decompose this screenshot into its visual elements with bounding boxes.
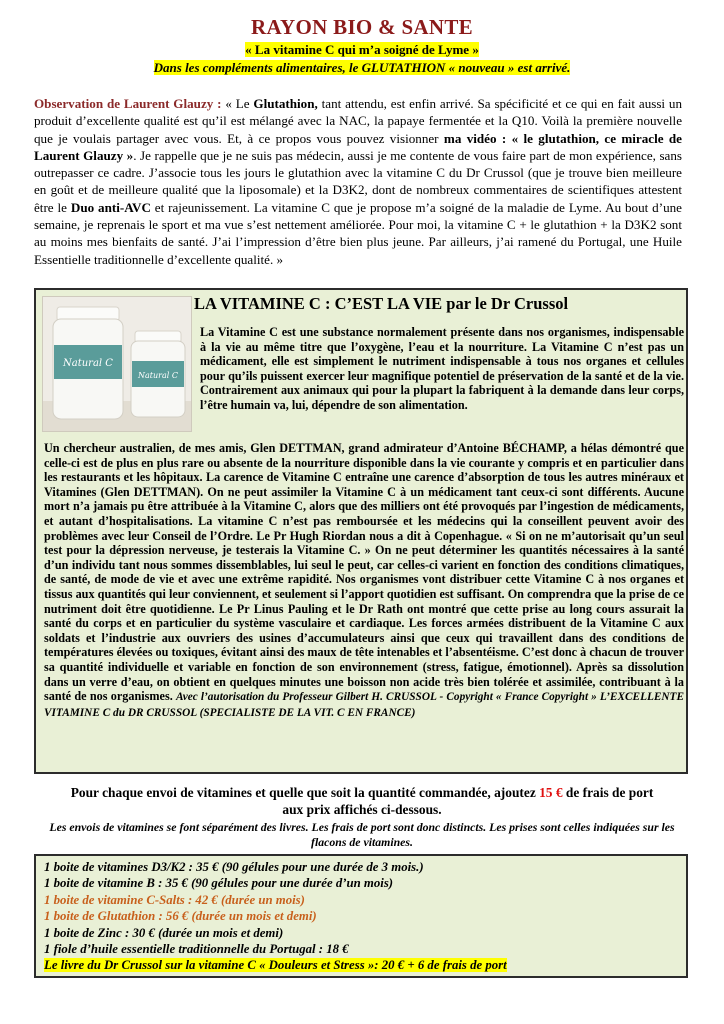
price-item-vitamin-b: 1 boite de vitamine B : 35 € (90 gélules pour une durée d’un mois)	[44, 876, 394, 891]
vitamin-c-box	[34, 288, 688, 774]
subtitle-lyme-text: « La vitamine C qui m’a soigné de Lyme »	[245, 42, 479, 57]
observation-label: Observation de Laurent Glauzy :	[34, 96, 222, 111]
vitamin-box-credit: Avec l’autorisation du Professeur Gilbert H. CRUSSOL - Copyright « France Copyright » L’EXCELLENTE VITAMINE C du DR CRUSSOL (SPECIALISTE DE LA VIT. C EN FRANCE)	[44, 691, 684, 719]
price-list	[34, 854, 688, 978]
intro-text-2: tant attendu, est enfin arrivé. Sa spécificité et ce qui en fait aussi un produit d’excellente qualité est qu’il est mélangé avec la NAC, la papaye fermentée et la Q10. Voilà la première nouvelle que je voulais partager avec vous. Et, à ce propos vous pouvez visionner	[34, 96, 682, 146]
price-item-d3k2: 1 boite de vitamines D3/K2 : 35 € (90 gélules pour une durée de 3 mois.)	[44, 860, 424, 874]
price-item-glutathion: 1 boite de Glutathion : 56 € (durée un mois et demi)	[44, 909, 317, 924]
jar-label-small: Natural C	[138, 371, 178, 380]
shipping-info	[0, 784, 724, 818]
jar-label-large: Natural C	[63, 358, 113, 369]
vitamin-box-body-text: Un chercheur australien, de mes amis, Glen DETTMAN, grand admirateur d’Antoine BÉCHAMP, a hélas démontré que celle-ci est de plus en plus rare ou absente de la nourriture disponible dans la vie courante y compris et en particulier dans les restaurants et les hôpitaux. La carence de Vitamine C entraîne une carence d’absorption de tous les autres minéraux et Vitamines (Glen DETTMAN). On ne peut assimiler la Vitamine C à un médicament tant ceux-ci sont différents. Aucune mort n’a jamais pu être attribuée à la Vitamine C, alors que des milliers ont été provoqués par l’ingestion de médicaments, et autant d’hospitalisations. La vitamine C n’est pas remboursée et les médecins qui la conseillent peuvent avoir des problèmes avec leur Conseil de l’Ordre. Le Pr Hugh Riordan nous a dit à Copenhague. « Si on ne m’autorisait qu’un seul test pour la dépression nerveuse, je testerais la Vitamine C. » On ne peut déterminer les quantités nécessaires à la santé d’un individu tant nous sommes dissemblables, lui seul le peut, car celles-ci varient en fonction des conditions climatiques, de santé, de mode de vie et avec une extrême rapidité. Nos organismes vont distribuer cette Vitamine C à nos organes et tissus aux quantités qui leur conviennent, et seulement si l’apport quotidien est suffisant. On comprendra que la prise de ce nutriment doit être quotidienne. Le Pr Linus Pauling et le Dr Rath ont montré que cette prise au long cours assurait la santé du corps et en particulier du système vasculaire et cardiaque. Les forces armées distribuent de la Vitamine C aux soldats et l’industrie aux ouvriers des usines d’accumulateurs ainsi que ceux qui travaillent dans des conditions de températures élevées ou toxiques, évitant ainsi des maux de tête intenables et l’absentéisme. C’est donc à chacun de trouver sa quantité individuelle et variable en fonction de son environnement (stress, fatigue, émotionnel). Après sa dissolution dans un verre d’eau, on obtient en quelques minutes une boisson non acide très bien tolérée et assimilée, contribuant à la santé de nos organismes.	[44, 441, 684, 704]
video-link[interactable]: ma vidéo : « le glutathion, ce miracle de Laurent Glauzy »	[34, 130, 682, 163]
subtitle-glutathion-text: Dans les compléments alimentaires, le GLUTATHION « nouveau » est arrivé.	[153, 60, 571, 75]
vitamin-box-lead: La Vitamine C est une substance normalement présente dans nos organismes, indispensable à la vie au même titre que l’oxygène, l’eau et la nourriture. La Vitamine C n’est pas un médicament, elle est simplement le nutriment indispensable à tous nos organes et cellules pour qu’ils puissent exercer leur magnifique potentiel de préservation de la santé et de la vie. Contrairement aux animaux qui pour la plupart la fabriquent à la demande dans leur corps, l’être humain va, lui, dépendre de son alimentation.	[200, 325, 684, 412]
price-item-book[interactable]	[44, 957, 678, 973]
intro-paragraph	[34, 95, 682, 268]
intro-text-4: et rajeunissement. La vitamine C que je propose m’a soigné de la maladie de Lyme. Au bout d’une semaine, je reprenais le sport et ma vue s’est nettement améliorée. Pour moi, la vitamine C + le glutathion + la D3K2 sont au moins mes bienfaits de santé. J’ai l’impression d’être bien plus jeune. Par ailleurs, j’ai ramené du Portugal, une Huile Essentielle traditionnelle d’excellente qualité. »	[34, 199, 682, 267]
price-item-book-text: Le livre du Dr Crussol sur la vitamine C « Douleurs et Stress »: 20 € + 6 de frais de port	[44, 958, 507, 973]
price-item-zinc: 1 boite de Zinc : 30 € (durée un mois et demi)	[44, 925, 284, 940]
shipping-line-2: aux prix affichés ci-dessous.	[282, 802, 442, 817]
shipping-line-1	[0, 784, 724, 801]
subtitle-lyme	[0, 42, 724, 58]
vitamin-box-body	[44, 441, 684, 720]
price-item-huile: 1 fiole d’huile essentielle traditionnelle du Portugal : 18 €	[44, 942, 349, 957]
subtitle-glutathion	[0, 60, 724, 76]
vitamin-box-title: LA VITAMINE C : C’EST LA VIE par le Dr Crussol	[194, 294, 569, 313]
shipping-text-b: de frais de port	[562, 785, 654, 800]
intro-duo: Duo anti-AVC	[70, 199, 151, 215]
intro-text-1: « Le	[221, 96, 254, 111]
page-title: RAYON BIO & SANTE	[251, 15, 473, 39]
intro-glutathion: Glutathion,	[253, 96, 318, 111]
jars-illustration	[43, 297, 191, 431]
shipping-amount: 15 €	[539, 785, 563, 800]
shipping-text-a: Pour chaque envoi de vitamines et quelle que soit la quantité commandée, ajoutez	[70, 785, 540, 800]
vitamin-jars-photo	[42, 296, 192, 432]
price-item-vitamin-c: 1 boite de vitamine C-Salts : 42 € (durée un mois)	[44, 892, 305, 907]
intro-text-3: . Je rappelle que je ne suis pas médecin, aussi je me contente de vous faire part de mon expérience, sans outrepasser ce cadre. J’associe tous les jours le glutathion avec la vitamine C du Dr Crussol (que je trouve bien meilleure en goût et de meilleure qualité que la liposomale) et la D3K2, dont de nombreux commentaires de scientifiques attestent être le	[34, 147, 682, 215]
shipping-note: Les envois de vitamines se font séparément des livres. Les frais de port sont donc distincts. Les prises sont celles indiquées sur les flacons de vitamines.	[49, 820, 675, 849]
